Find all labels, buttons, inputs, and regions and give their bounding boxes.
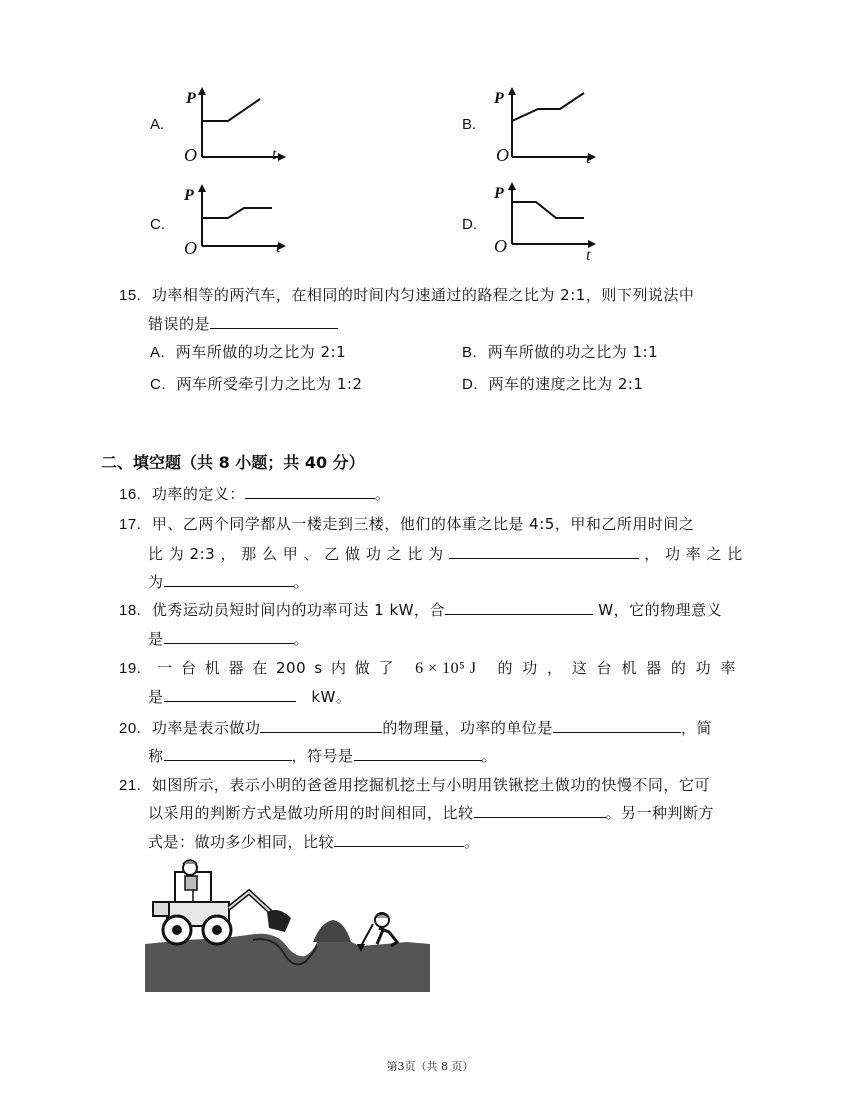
q20-line1 — [119, 717, 712, 738]
q15-option-d[interactable] — [462, 373, 643, 394]
q20-blank-symbol[interactable] — [354, 746, 482, 761]
q18-text-1a: 优秀运动员短时间内的功率可达 1 kW，合 — [151, 601, 446, 619]
q21-text-1: 如图所示，表示小明的爸爸用挖掘机挖土与小明用铁锹挖土做功的快慢不同，它可 — [151, 776, 710, 794]
q17-blank-power-ratio[interactable] — [164, 572, 294, 587]
option-text: 两车所做的功之比为 2:1 — [175, 343, 347, 361]
option-text: 两车的速度之比为 2:1 — [488, 375, 644, 393]
q17-text-3a: 为 — [148, 573, 164, 591]
q21-line3 — [148, 831, 480, 852]
graph-c — [180, 180, 290, 260]
q21-text-3a: 式是：做功多少相同，比较 — [148, 833, 335, 851]
option-a-label: A. — [150, 116, 165, 133]
q16-text: 功率的定义： — [151, 485, 245, 503]
q21-text-2a: 以采用的判断方式是做功所用的时间相同，比较 — [148, 804, 474, 822]
q20-text-1b: 的物理量，功率的单位是 — [382, 719, 553, 737]
q15-option-c[interactable] — [150, 373, 362, 394]
q17-text-2b: ， 功 率 之 比 — [644, 545, 743, 563]
option-letter: A. — [150, 344, 166, 361]
q20-blank-short[interactable] — [164, 746, 292, 761]
q19-text-1a: 一 台 机 器 在 200 s 内 做 了 — [157, 659, 395, 677]
origin-label: O — [184, 145, 197, 165]
q20-number: 20. — [119, 720, 142, 737]
q17-text-2a: 比 为 2:3 ， 那 么 甲 、 乙 做 功 之 比 为 — [148, 545, 444, 563]
q16 — [119, 483, 390, 504]
q18-number: 18. — [119, 602, 142, 619]
q18-blank-watts[interactable] — [445, 600, 593, 615]
q16-number: 16. — [119, 486, 142, 503]
q17-blank-work-ratio[interactable] — [449, 544, 639, 559]
graph-d — [490, 180, 600, 260]
axis-p-label: P — [494, 185, 504, 202]
q19-number: 19. — [119, 660, 142, 677]
q17-line2 — [148, 543, 743, 564]
q20-text-1a: 功率是表示做功 — [151, 719, 261, 737]
option-letter: D. — [462, 376, 478, 393]
q15-answer-blank[interactable] — [210, 314, 338, 329]
option-b-label: B. — [462, 116, 477, 133]
axis-t-label: t — [276, 239, 281, 256]
q20-blank-1[interactable] — [260, 718, 382, 733]
q21-line2 — [148, 802, 714, 823]
axis-t-label: t — [272, 146, 277, 163]
excavator-illustration — [145, 852, 430, 992]
option-d-label: D. — [462, 216, 477, 233]
q18-blank-meaning[interactable] — [164, 629, 294, 644]
q18-line2 — [148, 628, 309, 649]
q17-text-3b: 。 — [293, 573, 310, 591]
axis-t-label: t — [586, 150, 591, 165]
q17-line3 — [148, 571, 309, 592]
q19-formula: 6 × 10⁵ J — [415, 660, 477, 677]
q18-text-2b: 。 — [293, 630, 310, 648]
q19-text-2b: kW。 — [311, 688, 352, 706]
q20-text-2c: 。 — [481, 747, 498, 765]
q21-text-2b: 。另一种判断方 — [605, 804, 715, 822]
axis-t-label: t — [586, 247, 591, 260]
q15-stem-2 — [148, 313, 338, 334]
q19-line2 — [148, 686, 351, 707]
q21-text-3b: 。 — [464, 833, 480, 851]
q17-text-1: 甲、乙两个同学都从一楼走到三楼，他们的体重之比是 4:5，甲和乙所用时间之 — [151, 515, 695, 533]
q18-text-2a: 是 — [148, 630, 164, 648]
q19-text-2a: 是 — [148, 688, 164, 706]
option-text: 两车所做的功之比为 1:1 — [487, 343, 659, 361]
q20-text-2a: 称 — [148, 747, 164, 765]
q15-stem-line1: 功率相等的两汽车，在相同的时间内匀速通过的路程之比为 2:1，则下列说法中 — [151, 286, 695, 304]
q16-end: 。 — [374, 485, 391, 503]
q15-option-a[interactable] — [150, 341, 346, 362]
section-heading: 二、填空题（共 8 小题；共 40 分） — [101, 453, 365, 472]
q15-stem — [119, 284, 694, 305]
origin-label: O — [496, 145, 509, 165]
page-footer: 第3页（共 8 页） — [386, 1060, 474, 1073]
axis-p-label: P — [186, 90, 196, 107]
q21-line1 — [119, 774, 710, 795]
option-text: 两车所受牵引力之比为 1:2 — [176, 375, 363, 393]
q15-number: 15. — [119, 287, 142, 304]
q19-line1 — [119, 657, 736, 678]
q19-blank-power[interactable] — [164, 687, 296, 702]
axis-p-label: P — [184, 187, 194, 204]
axis-p-label: P — [494, 90, 504, 107]
q21-blank-1[interactable] — [474, 803, 606, 818]
q20-text-2b: ，符号是 — [291, 747, 354, 765]
q15-option-b[interactable] — [462, 341, 658, 362]
option-letter: B. — [462, 344, 478, 361]
graph-a — [180, 85, 290, 165]
q20-blank-unit[interactable] — [553, 718, 681, 733]
option-letter: C. — [150, 376, 166, 393]
q16-blank[interactable] — [245, 484, 375, 499]
q17-number: 17. — [119, 516, 142, 533]
graph-b — [490, 85, 600, 165]
option-c-label: C. — [150, 216, 165, 233]
q21-blank-2[interactable] — [334, 832, 464, 847]
q15-stem-line2: 错误的是 — [148, 315, 211, 333]
origin-label: O — [184, 238, 197, 258]
q19-text-1b: 的 功 ， 这 台 机 器 的 功 率 — [497, 659, 736, 677]
q18-text-1b: W，它的物理意义 — [598, 601, 723, 619]
q17-line1 — [119, 513, 694, 534]
q18-line1 — [119, 599, 722, 620]
q21-number: 21. — [119, 777, 142, 794]
origin-label: O — [494, 236, 507, 256]
q20-text-1c: ，简 — [680, 719, 712, 737]
q20-line2 — [148, 745, 497, 766]
